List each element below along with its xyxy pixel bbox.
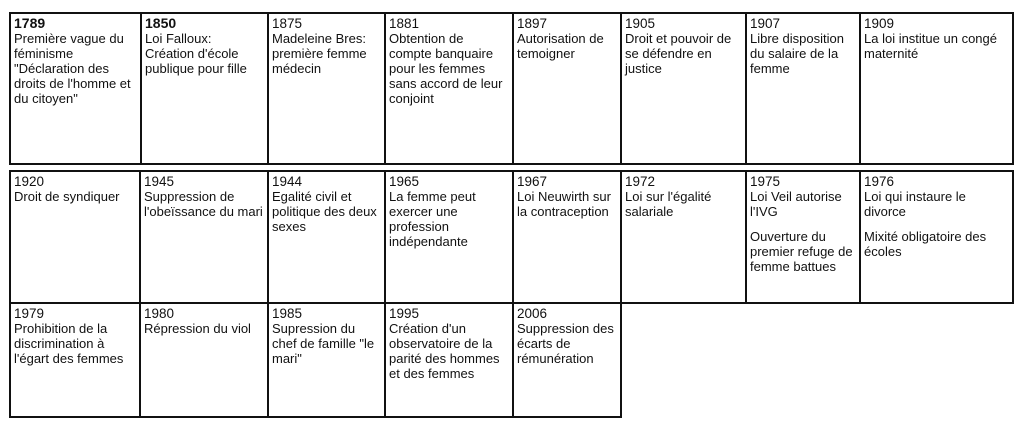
- cell-year: 1905: [625, 16, 656, 31]
- timeline-cell: [267, 302, 386, 418]
- timeline-cell: [512, 302, 622, 418]
- cell-text: Droit et pouvoir de se défendre en justice: [625, 31, 732, 76]
- cell-text: Loi Neuwirth sur la contraception: [517, 189, 611, 219]
- timeline-cell: [745, 12, 861, 165]
- cell-text: La loi institue un congé maternité: [864, 31, 997, 61]
- timeline-cell: [745, 170, 861, 304]
- cell-text-secondary: Mixité obligatoire des écoles: [864, 229, 987, 259]
- cell-year: 1972: [625, 174, 656, 189]
- timeline-cell: [139, 302, 269, 418]
- cell-text: Loi Veil autorise l'IVG: [750, 189, 842, 219]
- cell-year: 1945: [144, 174, 175, 189]
- cell-year: 1967: [517, 174, 548, 189]
- cell-text: Loi qui instaure le divorce: [864, 189, 966, 219]
- cell-year: 1995: [389, 306, 420, 321]
- cell-text: Loi sur l'égalité salariale: [625, 189, 712, 219]
- cell-text: Répression du viol: [144, 321, 251, 336]
- timeline-cell: [9, 170, 141, 304]
- cell-year: 1897: [517, 16, 548, 31]
- timeline-cell: [139, 170, 269, 304]
- cell-year: 1944: [272, 174, 303, 189]
- cell-text: Création d'un observatoire de la parité des hommes et des femmes: [389, 321, 500, 381]
- cell-year: 1789: [14, 15, 46, 31]
- cell-year: 1975: [750, 174, 781, 189]
- timeline-cell: [140, 12, 269, 165]
- cell-year: 1965: [389, 174, 420, 189]
- cell-text: Loi Falloux: Création d'école publique pour fille: [145, 31, 247, 76]
- cell-text: Obtention de compte banquaire pour les femmes sans accord de leur conjoint: [389, 31, 503, 106]
- cell-year: 1875: [272, 16, 303, 31]
- cell-year: 1907: [750, 16, 781, 31]
- timeline-cell: [620, 170, 747, 304]
- cell-text: Egalité civil et politique des deux sexes: [272, 189, 377, 234]
- cell-text: Madeleine Bres: première femme médecin: [272, 31, 367, 76]
- cell-year: 1920: [14, 174, 45, 189]
- timeline-cell: [384, 302, 514, 418]
- timeline-cell: [512, 12, 622, 165]
- timeline-cell: [9, 302, 141, 418]
- cell-text: Droit de syndiquer: [14, 189, 120, 204]
- cell-year: 1850: [145, 15, 177, 31]
- cell-text: Suppression de l'obeïssance du mari: [144, 189, 263, 219]
- timeline-cell: [267, 170, 386, 304]
- cell-text: Autorisation de temoigner: [517, 31, 604, 61]
- cell-year: 1979: [14, 306, 45, 321]
- cell-year: 1980: [144, 306, 175, 321]
- cell-text: Libre disposition du salaire de la femme: [750, 31, 844, 76]
- timeline-cell: [384, 170, 514, 304]
- cell-text: Première vague du féminisme "Déclaration des droits de l'homme et du citoyen": [14, 31, 131, 106]
- cell-year: 1909: [864, 16, 895, 31]
- cell-year: 1985: [272, 306, 303, 321]
- cell-text: Suppression des écarts de rémunération: [517, 321, 614, 366]
- timeline-cell: [267, 12, 386, 165]
- cell-text: Prohibition de la discrimination à l'égart des femmes: [14, 321, 124, 366]
- cell-year: 2006: [517, 306, 548, 321]
- cell-year: 1881: [389, 16, 420, 31]
- timeline-cell: [859, 12, 1014, 165]
- cell-year: 1976: [864, 174, 895, 189]
- timeline-cell: [859, 170, 1014, 304]
- cell-text: Supression du chef de famille "le mari": [272, 321, 375, 366]
- timeline-cell: [512, 170, 622, 304]
- timeline-cell: [620, 12, 747, 165]
- cell-text-secondary: Ouverture du premier refuge de femme battues: [750, 229, 853, 274]
- timeline-cell: [384, 12, 514, 165]
- timeline-cell: [9, 12, 142, 165]
- cell-text: La femme peut exercer une profession indépendante: [389, 189, 476, 249]
